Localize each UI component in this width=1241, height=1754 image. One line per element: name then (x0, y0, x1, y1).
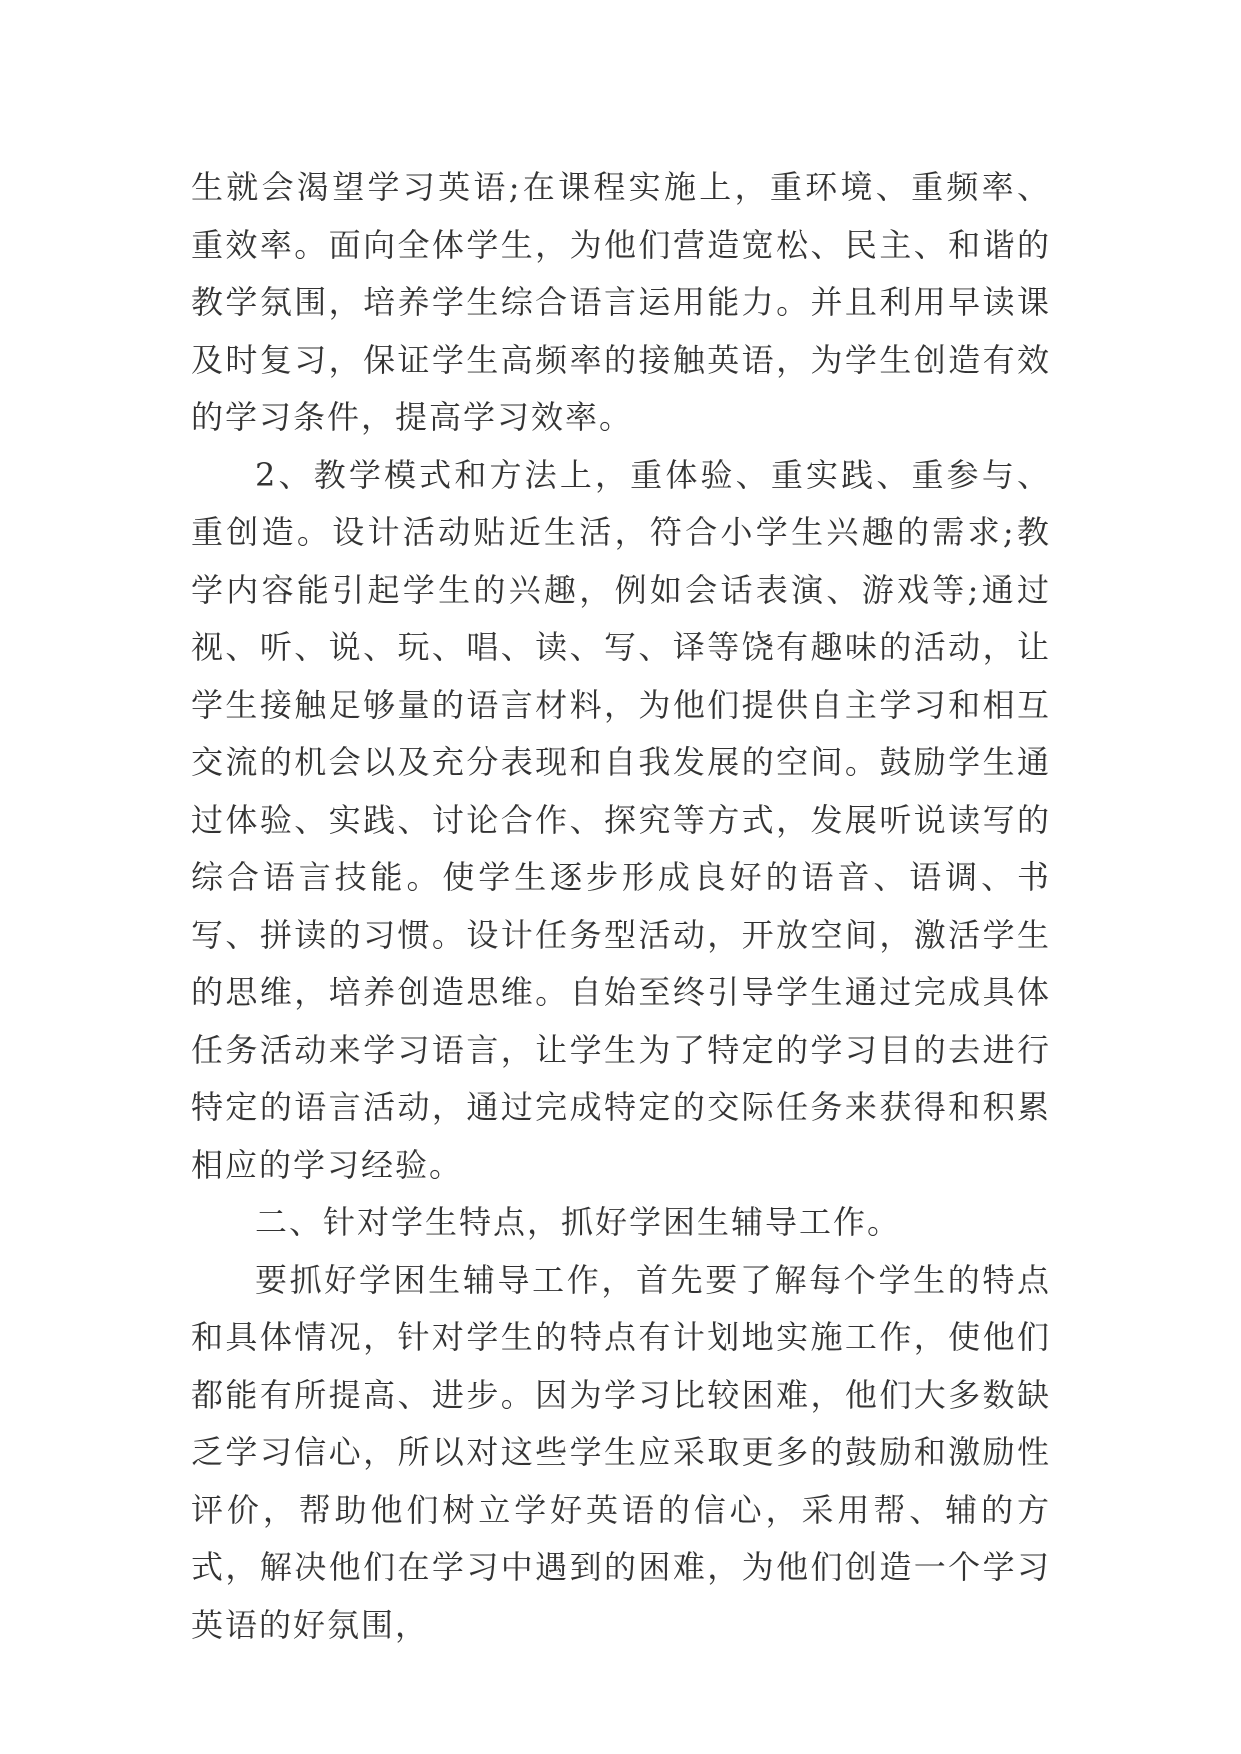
section-heading-struggling-students: 二、针对学生特点，抓好学困生辅导工作。 (255, 1203, 902, 1241)
paragraph-struggling-students: 要抓好学困生辅导工作，首先要了解每个学生的特点和具体情况，针对学生的特点有计划地实施工作，使他们都能有所提高、进步。因为学习比较困难，他们大多数缺乏学习信心，所以对这些学生应采取更多的鼓励和激励性评价，帮助他们树立学好英语的信心，采用帮、辅的方式，解决他们在学习中遇到的困难，为他们创造一个学习英语的好氛围， (191, 1260, 1051, 1644)
document-body (191, 159, 1051, 1654)
paragraph-teaching-methods: 2、教学模式和方法上，重体验、重实践、重参与、重创造。设计活动贴近生活，符合小学生兴趣的需求;教学内容能引起学生的兴趣，例如会话表演、游戏等;通过视、听、说、玩、唱、读、写、译等饶有趣味的活动，让学生接触足够量的语言材料，为他们提供自主学习和相互交流的机会以及充分表现和自我发展的空间。鼓励学生通过体验、实践、讨论合作、探究等方式，发展听说读写的综合语言技能。使学生逐步形成良好的语音、语调、书写、拼读的习惯。设计任务型活动，开放空间，激活学生的思维，培养创造思维。自始至终引导学生通过完成具体任务活动来学习语言，让学生为了特定的学习目的去进行特定的语言活动，通过完成特定的交际任务来获得和积累相应的学习经验。 (191, 455, 1051, 1184)
paragraph-continuation: 生就会渴望学习英语;在课程实施上，重环境、重频率、重效率。面向全体学生，为他们营造宽松、民主、和谐的教学氛围，培养学生综合语言运用能力。并且利用早读课及时复习，保证学生高频率的接触英语，为学生创造有效的学习条件，提高学习效率。 (191, 168, 1051, 436)
